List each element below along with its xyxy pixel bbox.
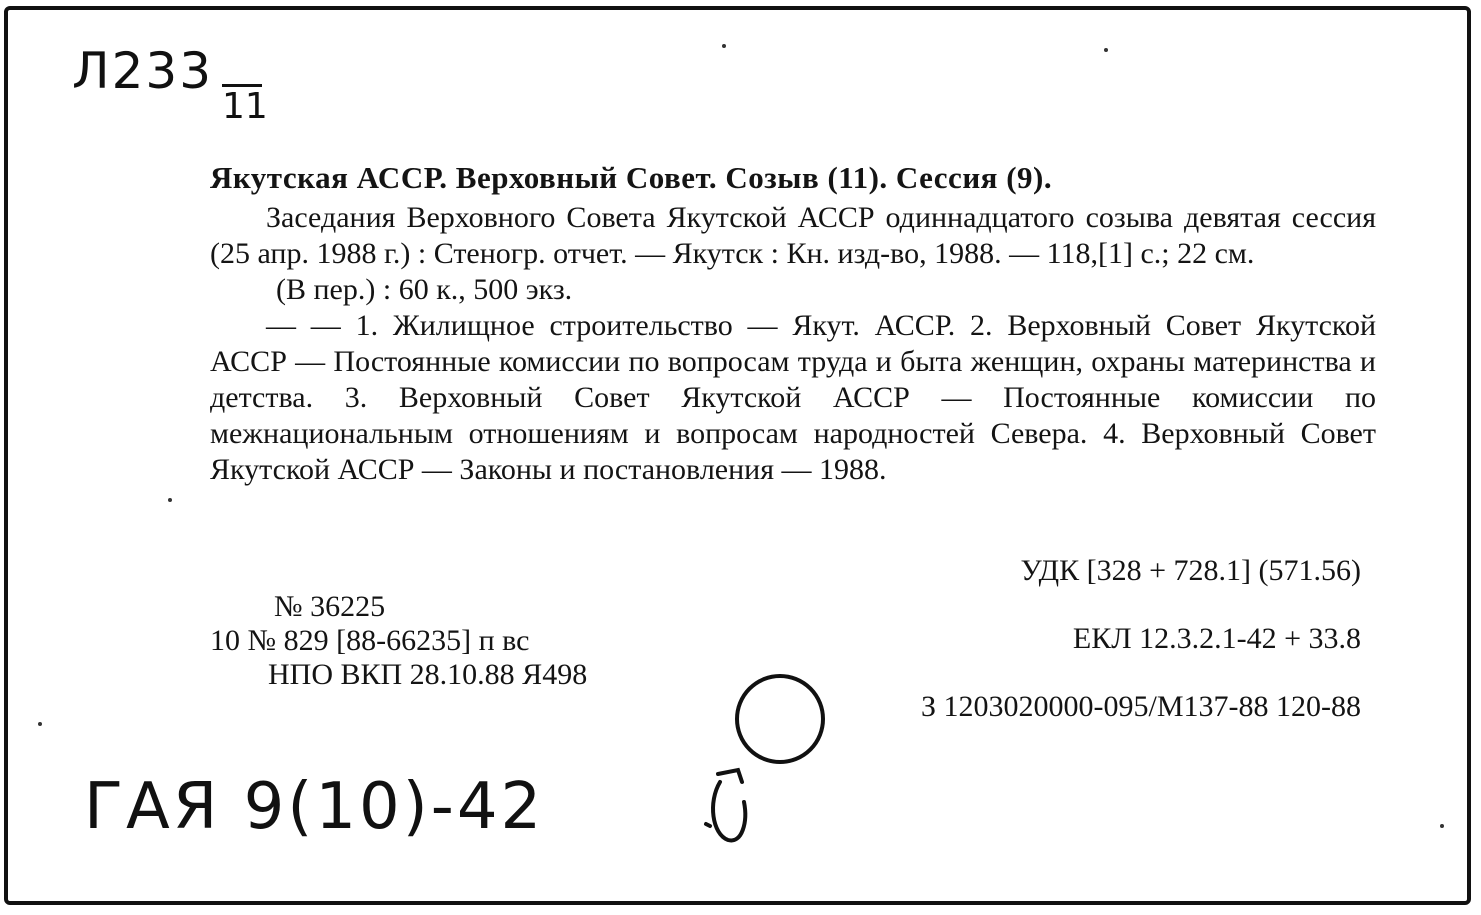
scan-speck bbox=[1440, 824, 1444, 828]
handwritten-shelf-subnumber: 11 bbox=[222, 86, 268, 127]
registration-npo: НПО ВКП 28.10.88 Я498 bbox=[268, 658, 588, 691]
ekl-code: ЕКЛ 12.3.2.1-42 + 33.8 bbox=[1072, 622, 1361, 655]
publisher-code: З 1203020000-095/М137-88 120-88 bbox=[920, 690, 1361, 723]
scan-speck bbox=[168, 498, 172, 502]
catalog-card bbox=[4, 6, 1471, 905]
record-heading: Якутская АССР. Верховный Совет. Созыв (11). Сессия (9). bbox=[210, 160, 1053, 195]
record-subjects: — — 1. Жилищное строительство — Якут. АССР. 2. Верховный Совет Якутской АССР — Постоянные комиссии по вопросам труда и быта женщин, охраны материнства и детства. 3. Верховный Совет Якутской АССР — Постоянные комиссии по межнациональным отношениям и вопросам народностей Севера. 4. Верховный Совет Якутской АССР — Законы и постановления — 1988. bbox=[210, 309, 1376, 486]
record-description bbox=[210, 200, 1376, 488]
handwritten-classification-note: ГАЯ 9(10)-42 bbox=[84, 770, 545, 844]
handwritten-shelf-mark: Л233 bbox=[72, 42, 214, 100]
handwritten-scrawl-icon bbox=[698, 762, 768, 852]
scan-speck bbox=[1104, 48, 1108, 52]
record-title-line: Заседания Верховного Совета Якутской АССР одиннадцатого созыва девятая сессия (25 апр. 1988 г.) : Стеногр. отчет. — Якутск : Кн. изд-во, 1988. — 118,[1] с.; 22 см. bbox=[210, 201, 1376, 270]
scan-speck bbox=[38, 722, 42, 726]
copyright-circle-icon bbox=[735, 674, 825, 764]
registration-number: № 36225 bbox=[274, 590, 386, 623]
scan-speck bbox=[722, 44, 726, 48]
registration-order: 10 № 829 [88-66235] п вс bbox=[210, 624, 530, 657]
udk-code: УДК [328 + 728.1] (571.56) bbox=[1020, 554, 1361, 587]
registration-block bbox=[210, 590, 587, 692]
record-price-line: (В пер.) : 60 к., 500 экз. bbox=[276, 273, 573, 306]
